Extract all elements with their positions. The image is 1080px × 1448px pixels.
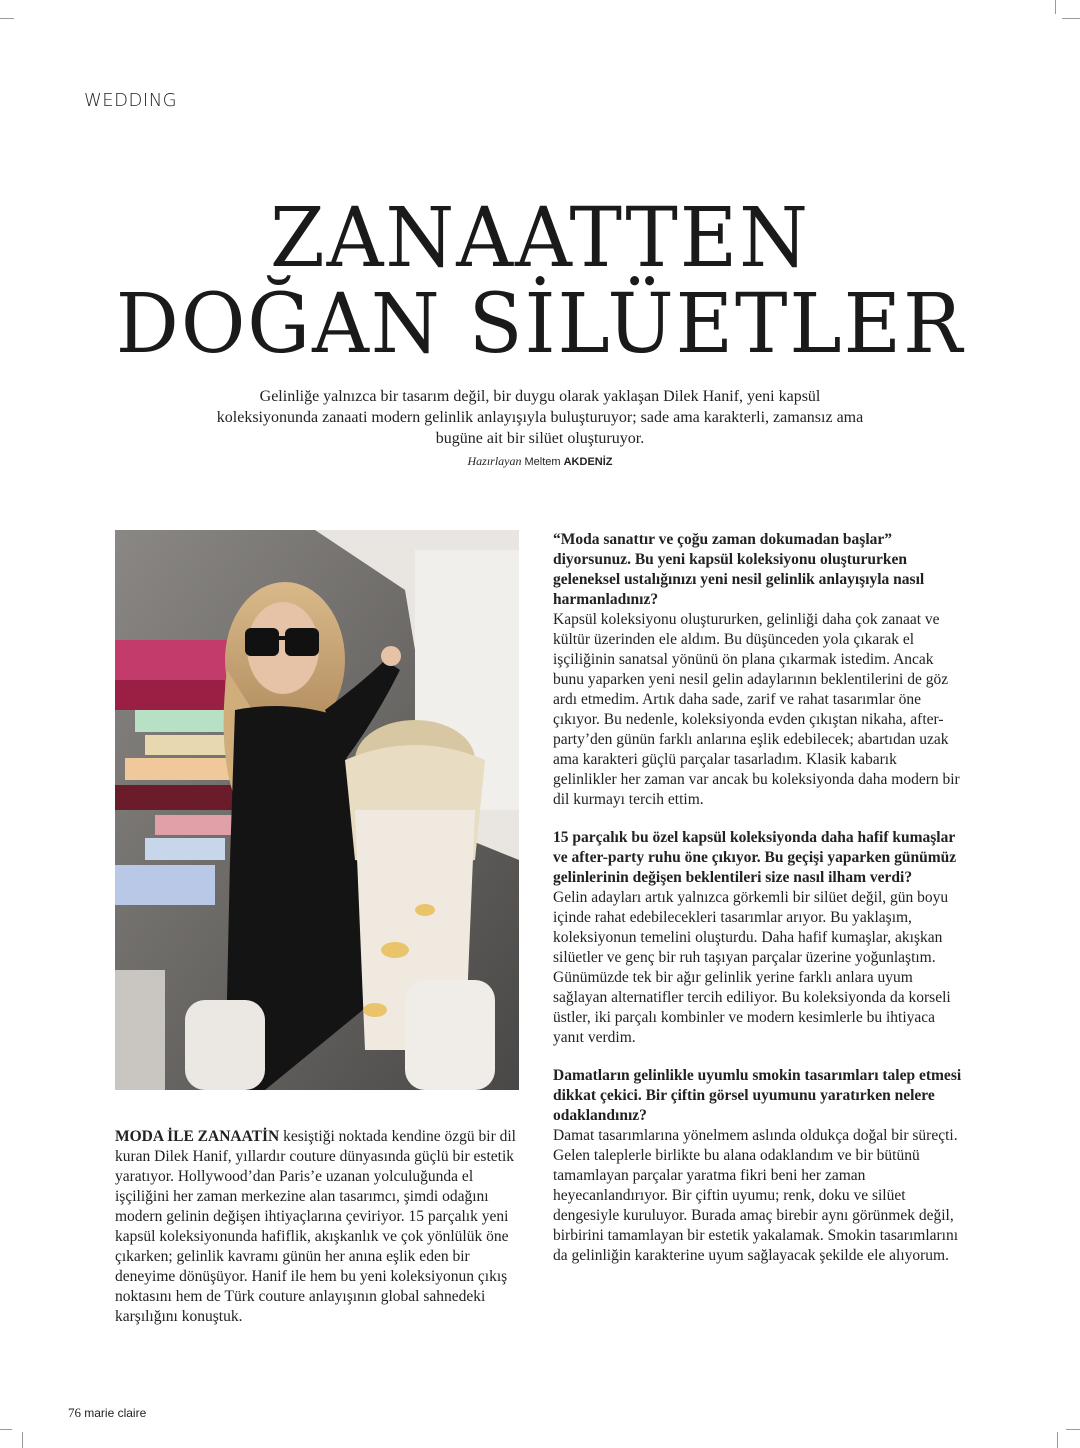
byline-last-name: AKDENİZ (563, 456, 613, 468)
qa-item-3 (553, 1066, 963, 1266)
intro-text: kesiştiği noktada kendine özgü bir dil kuran Dilek Hanif, yıllardır couture dünyasında güçlü bir estetik yaratıyor. Hollywood’dan Paris’e uzanan yolculuğunda el işçiliğini her zaman merkezine alan tasarımcı, şimdi odağını modern gelinin değişen ihtiyaçlarına çeviriyor. 15 parçalık yeni kapsül koleksiyonunda hafiflik, akışkanlık ve çok yönlülük öne çıkarken; gelinlik kavramı günün her anına eşlik eden bir deneyime dönüşüyor. Hanif ile hem bu yeni koleksiyonun çıkış noktasını hem de Türk couture anlayışının global sahnedeki karşılığını konuştuk. (115, 1128, 516, 1325)
question-2: 15 parçalık bu özel kapsül koleksiyonda daha hafif kumaşlar ve after-party ruhu öne çıkıyor. Bu geçişi yaparken günümüz gelinlerinin değişen beklentileri size nasıl ilham verdi? (553, 829, 957, 886)
crop-mark (1057, 1432, 1058, 1448)
crop-mark (0, 1429, 12, 1430)
page-folio (68, 1405, 146, 1421)
question-1: “Moda sanattır ve çoğu zaman dokumadan başlar” diyorsunuz. Bu yeni kapsül koleksiyonu oluştururken geleneksel ustalığınızı yeni nesil gelinlik anlayışıyla nasıl harmanladınız? (553, 531, 925, 608)
question-3: Damatların gelinlikle uyumlu smokin tasarımları talep etmesi dikkat çekici. Bir çiftin görsel uyumunu yaratırken nelere odaklandınız? (553, 1067, 962, 1124)
standfirst: Gelinliğe yalnızca bir tasarım değil, bir duygu olarak yaklaşan Dilek Hanif, yeni kapsül koleksiyonunda zanaati modern gelinlik anlayışıyla buluşturuyor; sade ama karakterli, zamansız ama bugüne ait bir silüet oluşturuyor. (216, 388, 864, 447)
byline-prefix: Hazırlayan (467, 454, 522, 468)
page-number: 76 (68, 1405, 81, 1420)
section-label: WEDDING (84, 90, 178, 111)
qa-item-1 (553, 530, 963, 810)
intro-paragraph (115, 1127, 519, 1327)
headline-line-1: ZANAATTEN (270, 191, 810, 286)
byline-author (524, 456, 612, 468)
headline (22, 191, 1059, 372)
crop-mark (22, 1432, 23, 1448)
answer-1: Kapsül koleksiyonu oluştururken, gelinliği daha çok zanaat ve kültür üzerinden ele aldım. Bu düşünceden yola çıkarak el işçiliğinin sanatsal yönünü ön plana çıkarmak istedim. Ancak bunu yaparken yeni nesil gelin adaylarının beklentilerini de göz ardı etmedim. Artık daha sade, zarif ve rahat tasarımlar öne çıkıyor. Bu nedenle, koleksiyonda evden çıkıştan nikaha, after-party’den günün farklı anlarına eşlik edebilecek; abartıdan uzak ama karakteri güçlü parçalar tasarladım. Klasik kabarık gelinlikler her zaman var ancak bu koleksiyonda daha modern bir dil kurmayı tercih ettim. (553, 611, 960, 808)
crop-mark (1062, 18, 1080, 19)
crop-mark (1066, 1429, 1080, 1430)
interview-column (553, 530, 963, 1284)
magazine-name: marie claire (84, 1406, 147, 1420)
crop-mark (0, 18, 14, 19)
qa-item-2 (553, 828, 963, 1048)
designer-photo (115, 530, 519, 1090)
answer-2: Gelin adayları artık yalnızca görkemli bir silüet değil, gün boyu içinde rahat edebilecekleri tasarımlar arıyor. Bu yaklaşım, koleksiyonun temelini oluşturdu. Daha hafif kumaşlar, akışkan silüetler ve genç bir ruh taşıyan parçalar üzerine yoğunlaştım. Günümüzde tek bir ağır gelinlik yerine farklı anlara uyum sağlayan alternatifler tercih ediliyor. Bu koleksiyonda da korseli üstler, iki parçalı kombinler ve modern kesimlerle bu ihtiyaca yanıt verdim. (553, 889, 951, 1046)
byline-first-name: Meltem (524, 456, 561, 468)
byline (0, 454, 1080, 469)
answer-3: Damat tasarımlarına yönelmem aslında oldukça doğal bir süreçti. Gelen taleplerle birlikte bu alana odaklandım ve bir bütünü tamamlayan parçalar yaratma fikri beni her zaman heyecanlandırıyor. Bir çiftin uyumu; renk, doku ve silüet dengesiyle kuruluyor. Burada amaç birebir aynı görünmek değil, birbirini tamamlayan bir estetik yakalamak. Smokin tasarımlarını da gelinliğin karakterine uyum sağlayacak şekilde ele alıyorum. (553, 1127, 959, 1264)
headline-line-2: DOĞAN SİLÜETLER (115, 277, 965, 372)
crop-mark (1055, 0, 1056, 14)
intro-lead: MODA İLE ZANAATİN (115, 1128, 280, 1145)
photo-illustration (115, 530, 519, 1090)
